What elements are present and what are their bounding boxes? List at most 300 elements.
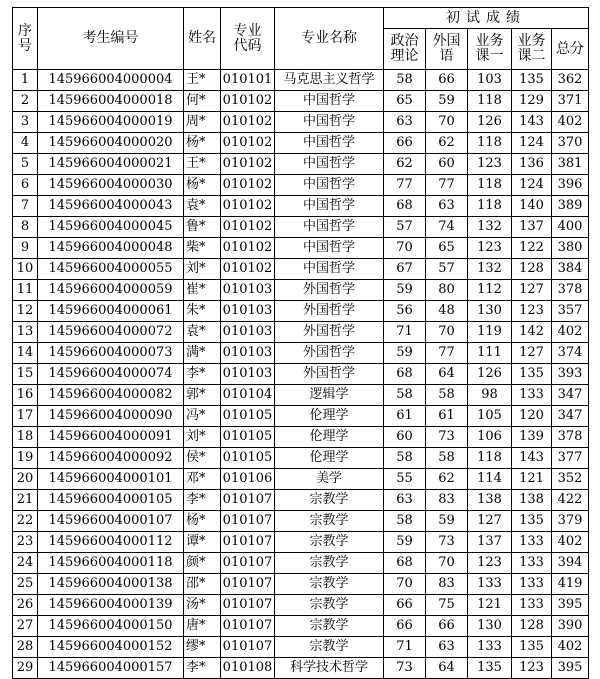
cell-major-name: 外国哲学 [275,343,384,364]
cell-name: 周* [184,112,221,133]
table-row [13,406,589,427]
table-header [13,8,589,70]
cell-course1: 135 [468,658,512,679]
cell-course1: 105 [468,406,512,427]
cell-course2: 135 [512,364,552,385]
cell-major-name: 宗教学 [275,616,384,637]
cell-major-code: 010107 [221,553,275,574]
cell-name: 袁* [184,322,221,343]
cell-politics: 71 [384,322,426,343]
header-course2-line2: 课二 [517,48,546,64]
cell-major-name: 宗教学 [275,490,384,511]
cell-course2: 133 [512,574,552,595]
cell-politics: 70 [384,238,426,259]
cell-course1: 123 [468,238,512,259]
cell-major-name: 宗教学 [275,574,384,595]
cell-total: 394 [552,553,589,574]
cell-major-name: 马克思主义哲学 [275,70,384,91]
cell-foreign: 63 [426,637,468,658]
cell-total: 419 [552,574,589,595]
cell-politics: 73 [384,658,426,679]
cell-course1: 119 [468,322,512,343]
cell-name: 满* [184,343,221,364]
cell-course2: 140 [512,196,552,217]
cell-name: 柴* [184,238,221,259]
table-row [13,469,589,490]
cell-major-code: 010105 [221,427,275,448]
header-seq-line2: 号 [18,37,32,54]
table-row [13,616,589,637]
table-row [13,217,589,238]
cell-name: 杨* [184,175,221,196]
cell-seq: 15 [13,364,38,385]
cell-exam-id: 145966004000082 [38,385,184,406]
cell-politics: 68 [384,196,426,217]
cell-major-code: 010107 [221,574,275,595]
cell-major-code: 010103 [221,343,275,364]
cell-exam-id: 145966004000030 [38,175,184,196]
cell-foreign: 80 [426,280,468,301]
cell-foreign: 57 [426,259,468,280]
cell-course1: 127 [468,511,512,532]
cell-major-name: 中国哲学 [275,91,384,112]
cell-total: 370 [552,133,589,154]
cell-name: 邵* [184,574,221,595]
cell-course1: 118 [468,448,512,469]
cell-course1: 114 [468,469,512,490]
cell-exam-id: 145966004000043 [38,196,184,217]
cell-major-name: 宗教学 [275,595,384,616]
cell-politics: 70 [384,574,426,595]
cell-name: 冯* [184,406,221,427]
table-row [13,238,589,259]
cell-seq: 14 [13,343,38,364]
header-major-code [221,8,275,70]
cell-foreign: 60 [426,154,468,175]
cell-politics: 58 [384,70,426,91]
cell-exam-id: 145966004000018 [38,91,184,112]
table-row [13,658,589,679]
header-politics [384,29,426,70]
cell-exam-id: 145966004000138 [38,574,184,595]
cell-major-name: 中国哲学 [275,133,384,154]
cell-major-code: 010107 [221,595,275,616]
header-course1-line2: 课一 [475,48,504,64]
cell-name: 李* [184,364,221,385]
cell-major-code: 010102 [221,217,275,238]
cell-foreign: 61 [426,406,468,427]
cell-major-name: 伦理学 [275,427,384,448]
cell-seq: 25 [13,574,38,595]
cell-exam-id: 145966004000072 [38,322,184,343]
cell-major-name: 外国哲学 [275,301,384,322]
cell-politics: 59 [384,280,426,301]
cell-politics: 60 [384,427,426,448]
cell-name: 杨* [184,133,221,154]
cell-course2: 142 [512,322,552,343]
cell-major-code: 010107 [221,532,275,553]
table-row [13,91,589,112]
table-row [13,112,589,133]
cell-major-name: 伦理学 [275,448,384,469]
cell-seq: 7 [13,196,38,217]
cell-name: 汤* [184,595,221,616]
cell-exam-id: 145966004000101 [38,469,184,490]
cell-foreign: 62 [426,469,468,490]
cell-course2: 135 [512,511,552,532]
cell-politics: 66 [384,595,426,616]
cell-name: 唐* [184,616,221,637]
cell-total: 389 [552,196,589,217]
cell-seq: 1 [13,70,38,91]
cell-exam-id: 145966004000152 [38,637,184,658]
cell-course1: 130 [468,301,512,322]
cell-major-name: 外国哲学 [275,364,384,385]
cell-course1: 112 [468,280,512,301]
cell-politics: 56 [384,301,426,322]
cell-major-name: 宗教学 [275,532,384,553]
cell-name: 袁* [184,196,221,217]
cell-course2: 139 [512,427,552,448]
cell-course2: 127 [512,343,552,364]
cell-name: 李* [184,658,221,679]
cell-course1: 133 [468,574,512,595]
cell-course2: 123 [512,301,552,322]
cell-foreign: 62 [426,133,468,154]
cell-foreign: 64 [426,658,468,679]
cell-course2: 133 [512,532,552,553]
cell-total: 377 [552,448,589,469]
table-row [13,259,589,280]
table-body [13,70,589,679]
cell-politics: 58 [384,385,426,406]
cell-major-code: 010102 [221,154,275,175]
cell-exam-id: 145966004000055 [38,259,184,280]
header-name: 姓名 [184,8,221,70]
cell-course1: 132 [468,259,512,280]
cell-seq: 28 [13,637,38,658]
table-row [13,448,589,469]
cell-total: 395 [552,595,589,616]
header-course2-line1: 业务 [517,33,546,49]
cell-major-code: 010102 [221,175,275,196]
cell-exam-id: 145966004000112 [38,532,184,553]
cell-name: 缪* [184,637,221,658]
header-course2 [512,29,552,70]
cell-politics: 66 [384,133,426,154]
cell-exam-id: 145966004000091 [38,427,184,448]
cell-exam-id: 145966004000157 [38,658,184,679]
cell-major-code: 010107 [221,490,275,511]
cell-major-code: 010102 [221,238,275,259]
cell-name: 李* [184,490,221,511]
cell-major-code: 010102 [221,259,275,280]
cell-seq: 5 [13,154,38,175]
cell-name: 刘* [184,259,221,280]
cell-course2: 143 [512,448,552,469]
cell-course1: 126 [468,364,512,385]
cell-total: 393 [552,364,589,385]
header-major-name: 专业名称 [275,8,384,70]
cell-total: 402 [552,532,589,553]
cell-foreign: 66 [426,70,468,91]
cell-course1: 133 [468,637,512,658]
cell-foreign: 70 [426,553,468,574]
cell-foreign: 83 [426,490,468,511]
cell-politics: 67 [384,259,426,280]
cell-course1: 123 [468,154,512,175]
cell-politics: 68 [384,364,426,385]
cell-seq: 27 [13,616,38,637]
table-row [13,364,589,385]
table-row [13,637,589,658]
cell-politics: 57 [384,217,426,238]
table-row [13,280,589,301]
cell-name: 鲁* [184,217,221,238]
cell-course2: 137 [512,217,552,238]
cell-course2: 122 [512,238,552,259]
cell-course1: 123 [468,553,512,574]
cell-seq: 17 [13,406,38,427]
header-total: 总分 [552,29,589,70]
cell-foreign: 65 [426,238,468,259]
table-row [13,322,589,343]
cell-exam-id: 145966004000150 [38,616,184,637]
cell-name: 邓* [184,469,221,490]
cell-course1: 118 [468,175,512,196]
cell-course2: 136 [512,154,552,175]
cell-seq: 16 [13,385,38,406]
cell-course2: 133 [512,385,552,406]
cell-politics: 65 [384,91,426,112]
cell-total: 379 [552,511,589,532]
cell-politics: 66 [384,616,426,637]
cell-course2: 135 [512,637,552,658]
cell-major-name: 宗教学 [275,637,384,658]
cell-course1: 118 [468,133,512,154]
cell-major-code: 010107 [221,616,275,637]
cell-major-code: 010103 [221,322,275,343]
cell-major-code: 010103 [221,280,275,301]
cell-total: 371 [552,91,589,112]
header-politics-line2: 理论 [390,48,419,64]
cell-major-code: 010102 [221,112,275,133]
cell-foreign: 73 [426,532,468,553]
cell-major-code: 010107 [221,511,275,532]
cell-total: 422 [552,490,589,511]
cell-total: 378 [552,427,589,448]
header-exam-id: 考生编号 [38,8,184,70]
cell-exam-id: 145966004000090 [38,406,184,427]
cell-name: 崔* [184,280,221,301]
cell-seq: 10 [13,259,38,280]
cell-exam-id: 145966004000020 [38,133,184,154]
cell-exam-id: 145966004000092 [38,448,184,469]
cell-major-name: 美学 [275,469,384,490]
cell-foreign: 73 [426,427,468,448]
cell-course1: 132 [468,217,512,238]
table-row [13,175,589,196]
cell-politics: 59 [384,343,426,364]
cell-foreign: 48 [426,301,468,322]
cell-major-name: 中国哲学 [275,154,384,175]
cell-course1: 138 [468,490,512,511]
cell-major-code: 010105 [221,448,275,469]
cell-major-code: 010102 [221,91,275,112]
cell-major-code: 010102 [221,133,275,154]
cell-seq: 19 [13,448,38,469]
header-course1 [468,29,512,70]
cell-major-code: 010103 [221,301,275,322]
cell-total: 396 [552,175,589,196]
cell-course2: 121 [512,469,552,490]
cell-seq: 9 [13,238,38,259]
cell-name: 颜* [184,553,221,574]
cell-exam-id: 145966004000073 [38,343,184,364]
cell-exam-id: 145966004000139 [38,595,184,616]
cell-course1: 98 [468,385,512,406]
cell-major-name: 逻辑学 [275,385,384,406]
table-row [13,511,589,532]
cell-total: 347 [552,406,589,427]
cell-total: 357 [552,301,589,322]
cell-politics: 55 [384,469,426,490]
cell-name: 朱* [184,301,221,322]
header-foreign-line1: 外国 [432,33,461,49]
cell-foreign: 77 [426,343,468,364]
cell-total: 384 [552,259,589,280]
cell-total: 378 [552,280,589,301]
cell-total: 400 [552,217,589,238]
cell-course2: 133 [512,595,552,616]
cell-exam-id: 145966004000074 [38,364,184,385]
cell-total: 395 [552,658,589,679]
cell-foreign: 58 [426,448,468,469]
cell-course2: 138 [512,490,552,511]
cell-course1: 118 [468,196,512,217]
cell-seq: 23 [13,532,38,553]
cell-politics: 58 [384,511,426,532]
cell-politics: 61 [384,406,426,427]
cell-politics: 68 [384,553,426,574]
cell-foreign: 75 [426,595,468,616]
cell-politics: 58 [384,448,426,469]
cell-total: 380 [552,238,589,259]
cell-name: 郭* [184,385,221,406]
cell-foreign: 58 [426,385,468,406]
cell-seq: 12 [13,301,38,322]
cell-course2: 128 [512,259,552,280]
cell-seq: 26 [13,595,38,616]
header-seq-line1: 序 [18,22,32,39]
cell-total: 402 [552,637,589,658]
cell-major-name: 宗教学 [275,511,384,532]
cell-name: 侯* [184,448,221,469]
cell-course1: 118 [468,91,512,112]
cell-foreign: 74 [426,217,468,238]
cell-total: 381 [552,154,589,175]
cell-course2: 124 [512,175,552,196]
cell-total: 374 [552,343,589,364]
header-prelim-scores: 初试成绩 [384,8,589,29]
cell-course2: 143 [512,112,552,133]
table-row [13,574,589,595]
cell-course1: 111 [468,343,512,364]
cell-seq: 20 [13,469,38,490]
cell-exam-id: 145966004000118 [38,553,184,574]
table-row [13,154,589,175]
cell-name: 刘* [184,427,221,448]
cell-foreign: 59 [426,511,468,532]
cell-course2: 133 [512,553,552,574]
header-major-code-line2: 代码 [233,37,262,54]
cell-foreign: 59 [426,91,468,112]
cell-seq: 2 [13,91,38,112]
cell-course2: 129 [512,91,552,112]
cell-seq: 21 [13,490,38,511]
table-row [13,427,589,448]
cell-major-name: 科学技术哲学 [275,658,384,679]
cell-politics: 77 [384,175,426,196]
cell-major-name: 中国哲学 [275,196,384,217]
cell-foreign: 64 [426,364,468,385]
cell-seq: 11 [13,280,38,301]
cell-name: 王* [184,154,221,175]
cell-seq: 4 [13,133,38,154]
cell-exam-id: 145966004000021 [38,154,184,175]
cell-major-code: 010103 [221,364,275,385]
cell-major-name: 外国哲学 [275,280,384,301]
table-row [13,196,589,217]
cell-major-code: 010101 [221,70,275,91]
cell-name: 何* [184,91,221,112]
cell-seq: 24 [13,553,38,574]
cell-major-name: 中国哲学 [275,238,384,259]
cell-seq: 18 [13,427,38,448]
cell-seq: 6 [13,175,38,196]
cell-major-name: 宗教学 [275,553,384,574]
cell-exam-id: 145966004000004 [38,70,184,91]
cell-seq: 13 [13,322,38,343]
table-row [13,133,589,154]
cell-name: 杨* [184,511,221,532]
cell-politics: 63 [384,112,426,133]
cell-exam-id: 145966004000061 [38,301,184,322]
cell-major-name: 中国哲学 [275,175,384,196]
cell-name: 谭* [184,532,221,553]
header-course1-line1: 业务 [475,33,504,49]
table-row [13,301,589,322]
table-row [13,70,589,91]
cell-foreign: 83 [426,574,468,595]
table-row [13,490,589,511]
cell-major-code: 010106 [221,469,275,490]
cell-course1: 130 [468,616,512,637]
cell-major-code: 010105 [221,406,275,427]
cell-major-code: 010104 [221,385,275,406]
cell-major-name: 中国哲学 [275,259,384,280]
table-row [13,553,589,574]
cell-major-name: 中国哲学 [275,112,384,133]
header-seq [13,8,38,70]
cell-politics: 62 [384,154,426,175]
cell-foreign: 66 [426,616,468,637]
header-foreign [426,29,468,70]
cell-foreign: 70 [426,112,468,133]
cell-course2: 123 [512,658,552,679]
cell-course1: 106 [468,427,512,448]
cell-major-name: 外国哲学 [275,322,384,343]
